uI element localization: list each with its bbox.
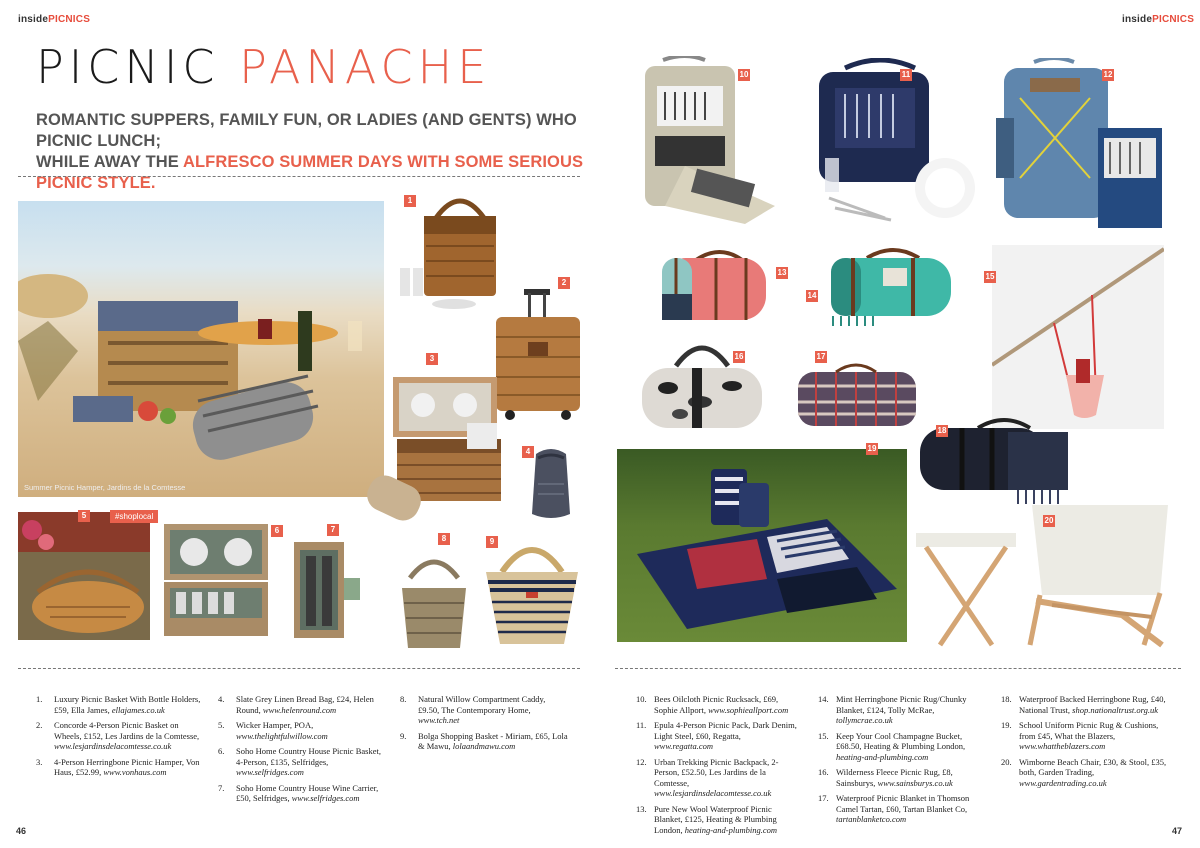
product-list-column-4: [636, 694, 802, 840]
badge-7: 7: [327, 524, 339, 536]
product-6-photo: [160, 522, 272, 640]
badge-16: 16: [734, 352, 744, 361]
list-item: 15. Keep Your Cool Champagne Bucket, £68.50, Heating & Plumbing London, heating-and-plumbing.com: [818, 730, 966, 762]
badge-6: 6: [271, 525, 283, 537]
product-link[interactable]: tollymcrae.co.uk: [836, 715, 893, 725]
wicker-hamper-illustration: [18, 512, 150, 640]
list-item: 16. Wilderness Fleece Picnic Rug, £8, Sainsburys, www.sainsburys.co.uk: [818, 767, 953, 788]
product-link[interactable]: www.selfridges.com: [291, 793, 360, 803]
badge-3: 3: [426, 353, 438, 365]
list-item: 3. 4-Person Herringbone Picnic Hamper, Von Haus, £52.99, www.vonhaus.com: [36, 756, 200, 777]
product-link[interactable]: www.vonhaus.com: [103, 767, 167, 777]
wool-picnic-blanket-illustration: [656, 244, 772, 328]
list-item: 20. Wimborne Beach Chair, £30, & Stool, £35, both, Garden Trading, www.gardentrading.co.uk: [1001, 756, 1167, 788]
list-item: 7. Soho Home Country House Wine Carrier, £50, Selfridges, www.selfridges.com: [218, 782, 379, 803]
badge-2: 2: [558, 277, 570, 289]
list-item: 4. Slate Grey Linen Bread Bag, £24, Helen Round, www.helenround.com: [218, 694, 374, 715]
badge-14: 14: [807, 291, 817, 300]
badge-8: 8: [438, 533, 450, 545]
badge-1: 1: [404, 195, 416, 207]
list-item: 19. School Uniform Picnic Rug & Cushions, from £45, What the Blazers, www.whattheblazers.com: [1001, 720, 1159, 751]
badge-9: 9: [486, 536, 498, 548]
list-item: 18. Waterproof Backed Herringbone Rug, £40, National Trust, shop.nationaltrust.org.uk: [1001, 694, 1166, 715]
product-link[interactable]: www.thelightfulwillow.com: [236, 730, 328, 741]
beach-picnic-illustration: [18, 201, 384, 497]
list-item: 2. Concorde 4-Person Picnic Basket on Wheels, £152, Les Jardins de la Comtesse, www.lesjardinsdelacomtesse.co.uk: [36, 720, 200, 751]
list-item: 11. Epula 4-Person Picnic Pack, Dark Denim, Light Steel, £60, Regatta, www.regatta.com: [636, 720, 797, 751]
product-15-photo: [992, 245, 1164, 429]
rolled-blanket-illustration: [363, 470, 425, 532]
list-item: 1. Luxury Picnic Basket With Bottle Holders, £59, Ella James, ellajames.co.uk: [36, 694, 201, 715]
list-item: 12. Urban Trekking Picnic Backpack, 2-Person, £52.50, Les Jardins de la Comtesse, www.lesjardinsdelacomtesse.co.uk: [636, 756, 779, 798]
badge-15: 15: [985, 272, 995, 281]
product-link[interactable]: www.lesjardinsdelacomtesse.co.uk: [654, 788, 772, 798]
product-link[interactable]: www.selfridges.com: [236, 767, 304, 777]
product-list-column-6: [1001, 694, 1167, 793]
product-link[interactable]: www.regatta.com: [654, 741, 714, 751]
product-link[interactable]: shop.nationaltrust.org.uk: [1072, 704, 1159, 715]
mint-herringbone-rug-illustration: [823, 244, 955, 328]
product-7-photo: [292, 538, 362, 642]
product-8-photo: [396, 548, 472, 652]
product-link[interactable]: www.gardentrading.co.uk: [1019, 777, 1107, 788]
product-link[interactable]: www.sainsburys.co.uk: [877, 777, 953, 788]
badge-13: 13: [777, 268, 787, 277]
product-link[interactable]: www.whattheblazers.com: [1019, 741, 1106, 751]
product-list-column-1: [36, 694, 204, 783]
badge-10: 10: [739, 70, 749, 79]
badge-11: 11: [901, 70, 911, 79]
list-item: 8. Natural Willow Compartment Caddy, £9.50, The Contemporary Home, www.tch.net: [400, 694, 546, 725]
product-list-column-3: [400, 694, 568, 757]
fleece-picnic-rug-illustration: [640, 332, 764, 436]
bolga-basket-illustration: [480, 532, 584, 648]
page-title: PICNIC PANACHE: [36, 40, 492, 94]
urban-trekking-backpack-illustration: [990, 58, 1166, 238]
product-link[interactable]: tartanblanketco.com: [836, 814, 907, 824]
product-link[interactable]: www.tch.net: [418, 715, 460, 725]
product-link[interactable]: ellajames.co.uk: [111, 704, 165, 715]
rolled-blanket-photo: [363, 470, 425, 532]
product-19-photo: [617, 449, 907, 642]
product-5-photo: [18, 512, 150, 640]
soho-picnic-basket-illustration: [160, 522, 272, 640]
linen-bread-bag-illustration: [528, 444, 574, 522]
wine-carrier-illustration: [292, 538, 362, 642]
product-link[interactable]: www.lesjardinsdelacomtesse.co.uk: [54, 741, 172, 751]
page-number-left: 46: [16, 826, 27, 836]
product-12-photo: [990, 58, 1166, 238]
product-link[interactable]: www.sophieallport.com: [708, 704, 789, 715]
list-item: 9. Bolga Shopping Basket - Miriam, £65, Lola & Mawu, lolaandmawu.com: [400, 730, 568, 751]
product-list-column-2: [218, 694, 386, 809]
main-beach-picnic-photo: [18, 201, 384, 497]
badge-19: 19: [867, 444, 877, 453]
champagne-bucket-illustration: [992, 245, 1164, 429]
badge-5: 5: [78, 510, 90, 522]
tartan-blanket-illustration: [796, 362, 918, 428]
product-link[interactable]: heating-and-plumbing.com: [684, 824, 778, 835]
oilcloth-rucksack-illustration: [625, 56, 785, 226]
badge-18: 18: [937, 426, 947, 435]
badge-4: 4: [522, 446, 534, 458]
shoplocal-tag: #shoplocal: [110, 510, 158, 523]
product-9-photo: [480, 532, 584, 648]
main-photo-caption: Summer Picnic Hamper, Jardins de la Comtesse: [24, 483, 186, 492]
section-tag-right: insidePICNICS: [1122, 14, 1195, 25]
divider-top-left: [18, 176, 580, 177]
list-item: 14. Mint Herringbone Picnic Rug/Chunky Blanket, £124, Tolly McRae, tollymcrae.co.uk: [818, 694, 967, 725]
product-list-column-5: [818, 694, 984, 830]
product-10-photo: [625, 56, 785, 226]
divider-bottom-left: [18, 668, 580, 669]
badge-17: 17: [816, 352, 826, 361]
section-tag-left: insidePICNICS: [18, 14, 91, 25]
product-14-photo: [823, 244, 955, 328]
willow-caddy-illustration: [396, 548, 472, 652]
product-16-photo: [640, 332, 764, 436]
product-11-photo: [805, 58, 979, 224]
badge-12: 12: [1103, 70, 1113, 79]
list-item: 6. Soho Home Country House Picnic Basket, 4-Person, £135, Selfridges, www.selfridges.com: [218, 746, 381, 777]
list-item: 13. Pure New Wool Waterproof Picnic Blanket, £125, Heating & Plumbing London, heating-and-plumbing.com: [636, 803, 778, 835]
product-4-photo: [528, 444, 574, 522]
badge-20: 20: [1044, 516, 1054, 525]
epula-picnic-pack-illustration: [805, 58, 979, 224]
subtitle: ROMANTIC SUPPERS, FAMILY FUN, OR LADIES (AND GENTS) WHO PICNIC LUNCH; WHILE AWAY THE ALFRESCO SUMMER DAYS WITH SOME SERIOUS PICNIC STYLE.: [36, 111, 584, 192]
product-link[interactable]: lolaandmawu.com: [452, 741, 516, 751]
divider-bottom-right: [615, 668, 1181, 669]
product-13-photo: [656, 244, 772, 328]
list-item: 17. Waterproof Picnic Blanket in Thomson Camel Tartan, £60, Tartan Blanket Co, tartanblanketco.com: [818, 793, 970, 824]
product-link[interactable]: heating-and-plumbing.com: [836, 751, 929, 762]
product-17-photo: [796, 362, 918, 428]
list-item: 5. Wicker Hamper, POA, www.thelightfulwillow.com: [218, 720, 328, 741]
school-uniform-rug-illustration: [617, 449, 907, 642]
product-link[interactable]: www.helenround.com: [262, 704, 337, 715]
page-number-right: 47: [1172, 826, 1183, 836]
list-item: 10. Bees Oilcloth Picnic Rucksack, £69, Sophie Allport, www.sophieallport.com: [636, 694, 789, 715]
